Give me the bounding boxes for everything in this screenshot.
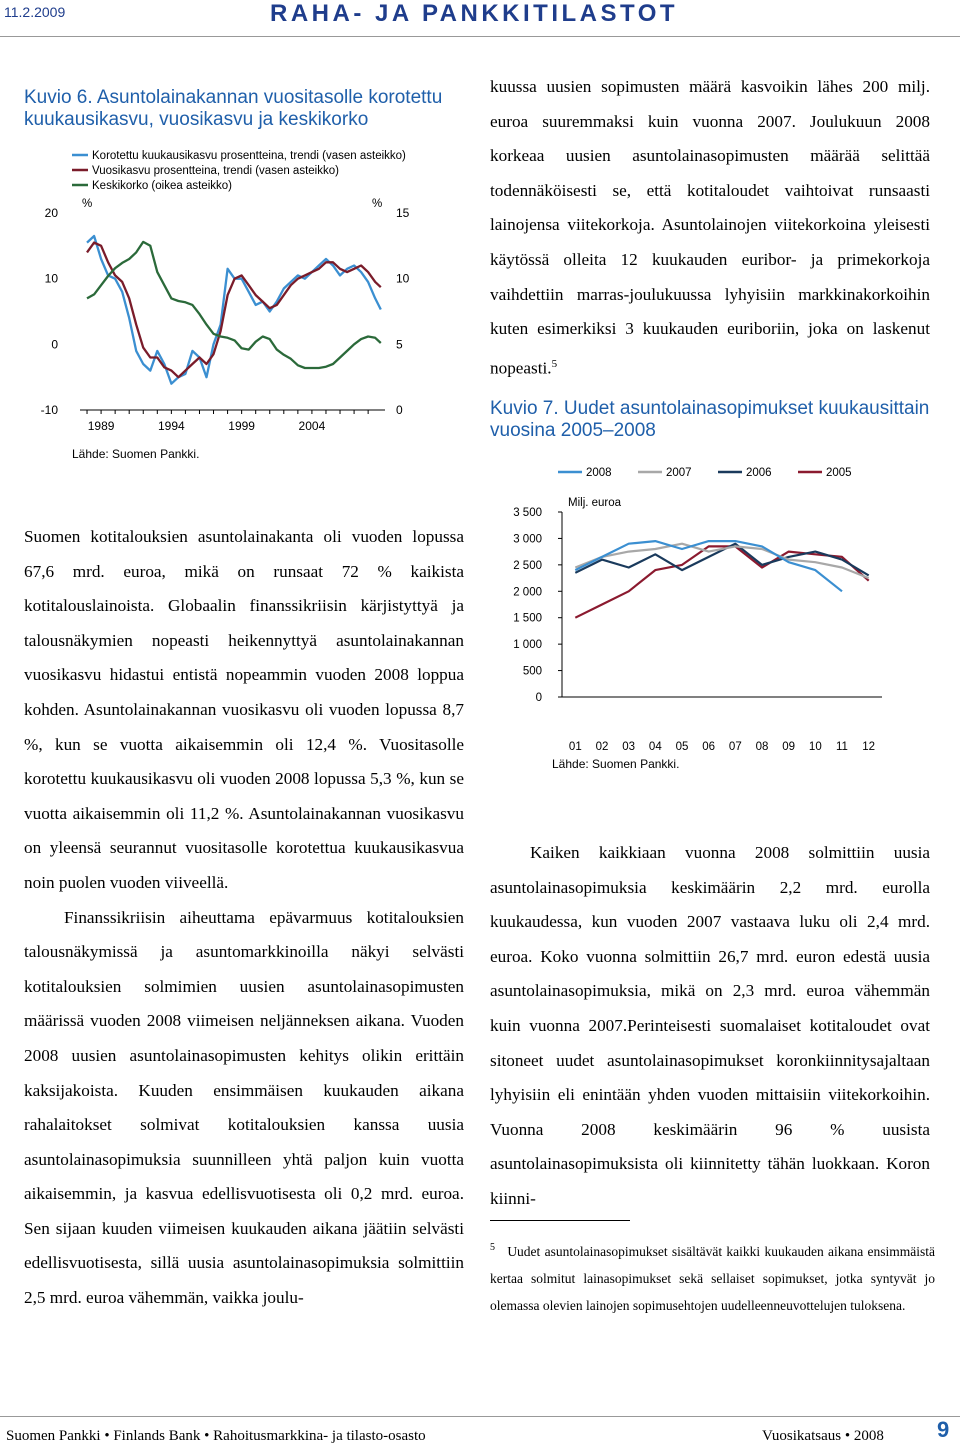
figure7-y-tick: 2 500: [513, 559, 542, 572]
footnote-rule: [490, 1220, 630, 1221]
figure7-x-tick-label: 05: [675, 741, 689, 753]
figure6-chart: [0, 130, 470, 470]
left-column-text: [24, 520, 464, 1316]
figure6-source: Lähde: Suomen Pankki.: [72, 447, 200, 461]
figure7-legend: [558, 467, 852, 479]
figure6-left-tick: 10: [44, 271, 58, 286]
page-number: 9: [937, 1417, 950, 1442]
figure6-x-tick-label: 1989: [87, 419, 115, 433]
figure6-right-tick: 15: [396, 206, 410, 220]
figure7-title: Kuvio 7. Uudet asuntolainasopimukset kuukausittain vuosina 2005–2008: [490, 398, 930, 441]
figure7-y-tick: 3 500: [513, 507, 542, 519]
right-paragraph-top: kuussa uusien sopimusten määrä kasvoikin lähes 200 milj. euroa suuremmaksi kuin vuonna 2007. Joulukuun 2008 korkeaa uusien asuntolainasopimusten määrää selittää todennäköisesti se, että kotitaloudet vaihtoivat runsaasti lainojensa viitekorkoja. Asuntolainojen viitekorkoina yleisesti käytössä olleita 12 kuukauden euribor- ja primekorkoja vaihdettiin marras-joulukuussa lyhyisiin markkinakorkoihin kuten esimerkiksi 3 kuukauden euriboriin, joka on laskenut nopeasti.: [490, 77, 930, 378]
right-column-top-text: [490, 70, 930, 386]
figure7-x-tick-label: 06: [702, 741, 716, 753]
right-column-bottom-text: [490, 836, 930, 1217]
header-title: RAHA- JA PANKKITILASTOT: [270, 0, 679, 27]
figure7-chart: [480, 455, 950, 785]
figure6-right-tick: 10: [396, 271, 410, 286]
figure7-y-tick: 2 000: [513, 586, 542, 599]
figure7-legend-label: 2008: [586, 467, 612, 479]
figure7-y-tick: 0: [535, 692, 542, 704]
figure6-x-tick-label: 1999: [228, 419, 255, 433]
figure6-axes: [41, 198, 410, 461]
footnote-ref: 5: [551, 357, 558, 370]
figure7-x-tick-label: 12: [862, 741, 876, 753]
figure7-series-line: [575, 546, 868, 617]
figure6-left-unit: %: [82, 198, 93, 210]
left-paragraph-1: Suomen kotitalouksien asuntolainakanta oli vuoden lopussa 67,6 mrd. euroa, mikä on runsaat 72 % kaikista kotitalouslainoista. Globaalin finanssikriisin kärjistyttyä ja talousnäkymien nopeasti heikennyttyä asuntolainakannan vuosikasvu hidastui entistä nopeammin vuoden 2008 loppua kohden. Asuntolainakannan vuosikasvu oli vuoden lopussa 8,7 %, kun se vuotta aikaisemmin oli 12,4 %. Vuositasolle korotettu kuukausikasvu oli vuoden 2008 lopussa 5,3 %, kun se vuotta aikaisemmin oli 11,2 %. Asuntolainakannan vuosikasvu on yleensä seurannut vuositasolle korotettua kuukausikasvua noin puolen vuoden viiveellä.: [24, 527, 464, 892]
figure7-unit: Milj. euroa: [568, 497, 622, 509]
header-rule: [0, 36, 960, 37]
footer-left: Suomen Pankki • Finlands Bank • Rahoitusmarkkina- ja tilasto-osasto: [6, 1428, 426, 1444]
figure6-left-tick: 0: [51, 337, 58, 352]
footnote: [490, 1234, 935, 1319]
figure7-x-tick-label: 09: [782, 741, 796, 753]
figure7-x-tick-label: 01: [568, 741, 582, 753]
figure7-legend-label: 2005: [826, 467, 852, 479]
figure7-x-tick-label: 07: [728, 741, 742, 753]
figure7-x-tick-label: 11: [836, 741, 848, 753]
figure6-series-line: [87, 243, 381, 378]
left-paragraph-2: Finanssikriisin aiheuttama epävarmuus kotitalouksien talousnäkymissä ja asuntomarkkinoilla näkyi selvästi kotitalouksien solmimien uusien asuntolainasopimusten määrissä vuoden 2008 viimeisen neljänneksen aikana. Vuoden 2008 uusien asuntolainasopimusten kehitys olikin erittäin kaksijakoista. Kuuden ensimmäisen kuukauden aikana rahalaitokset solmivat kotitalouksien kanssa uusia asuntolainasopimuksia suunnilleen yhtä paljon kuin vuotta aikaisemmin, ja kasvua edellisvuotisesta oli 0,2 mrd. euroa. Sen sijaan kuuden viimeisen kuukauden aikana jäätiin selvästi edellisvuotisesta, sillä uusia asuntolainasopimuksia solmittiin 2,5 mrd. euroa vähemmän, vaikka joulu-: [24, 907, 464, 1308]
footnote-number: 5: [490, 1242, 495, 1253]
figure7-x-tick-label: 02: [595, 741, 609, 753]
right-paragraph-bottom: Kaiken kaikkiaan vuonna 2008 solmittiin uusia asuntolainasopimuksia keskimäärin 2,2 mrd. eurolla kuukaudessa, kun vuoden 2007 vastaava luku oli 2,4 mrd. euroa. Koko vuonna solmittiin 26,7 mrd. euron edestä uusia asuntolainasopimuksia, mikä on 2,3 mrd. euroa vähemmän kuin vuonna 2007.Perinteisesti suomalaiset kotitaloudet ovat sitoneet uudet asuntolainasopimukset koronkiinnitysajaltaan lyhyisiin eli enintään yhden vuoden mittaisiin viitekorkoihin. Vuonna 2008 keskimäärin 96 % uusista asuntolainasopimuksista oli kiinnitetty tähän luokkaan. Koron kiinni-: [490, 843, 930, 1208]
figure7-legend-label: 2006: [746, 467, 772, 479]
header-date: 11.2.2009: [4, 4, 66, 20]
figure6-x-tick-label: 1994: [158, 419, 185, 433]
figure7-y-tick: 1 500: [513, 612, 542, 625]
figure7-x-tick-label: 03: [622, 741, 636, 753]
figure7-lines: [575, 541, 868, 618]
figure6-right-unit: %: [372, 198, 383, 210]
figure6-legend-label: Keskikorko (oikea asteikko): [92, 180, 232, 192]
figure6-legend: [72, 150, 406, 192]
figure6-lines: [87, 236, 381, 384]
figure7-y-tick: 1 000: [513, 639, 542, 652]
footer-right: Vuosikatsaus • 2008: [762, 1428, 884, 1444]
figure6-left-tick: 20: [44, 206, 58, 220]
footnote-text: Uudet asuntolainasopimukset sisältävät kaikki kuukauden aikana ensimmäistä kertaa solmitut lainasopimukset sekä sellaiset sopimukset, jotka syntyvät jo olemassa olevien lainojen sopimusehtojen uudelleenneuvottelujen tuloksena.: [490, 1243, 936, 1313]
figure6-right-tick: 5: [396, 337, 403, 352]
figure7-axes: [513, 497, 882, 771]
figure7-x-tick-label: 08: [755, 741, 769, 753]
figure7-y-tick: 3 000: [513, 533, 542, 546]
figure6-right-tick: 0: [396, 403, 403, 417]
figure6-x-tick-label: 2004: [298, 419, 326, 433]
figure7-x-tick-label: 04: [648, 741, 662, 753]
figure7-series-line: [575, 541, 842, 591]
figure7-x-tick-label: 10: [808, 741, 822, 753]
figure6-title: Kuvio 6. Asuntolainakannan vuositasolle korotettu kuukausikasvu, vuosikasvu ja keskikorko: [24, 87, 443, 130]
figure6-legend-label: Vuosikasvu prosentteina, trendi (vasen asteikko): [92, 165, 339, 177]
figure7-source: Lähde: Suomen Pankki.: [552, 757, 680, 771]
figure7-y-tick: 500: [522, 665, 542, 678]
figure6-legend-label: Korotettu kuukausikasvu prosentteina, trendi (vasen asteikko): [92, 150, 406, 162]
figure7-legend-label: 2007: [666, 467, 692, 479]
figure6-left-tick: -10: [40, 403, 58, 417]
